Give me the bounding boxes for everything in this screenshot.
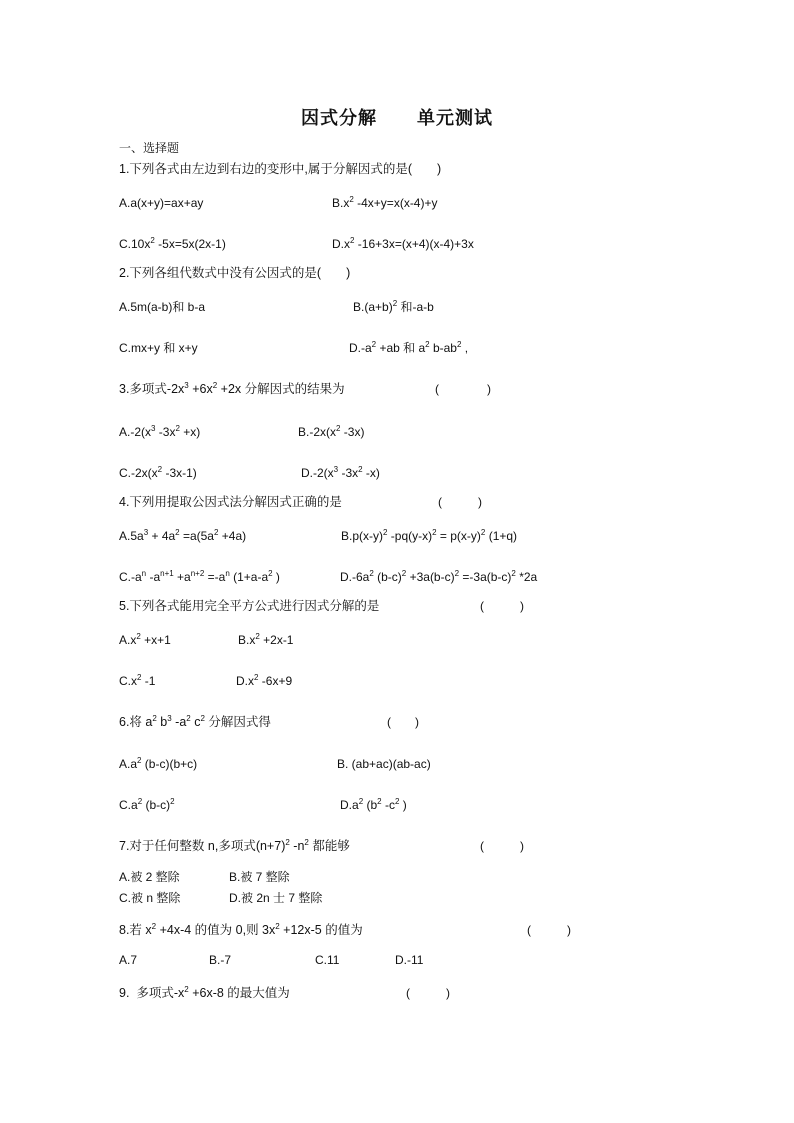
q1-option-d: $D.x^2$ -16+3x=(x+4)(x-4)+3x bbox=[332, 236, 474, 251]
q7-option-b: B.被 7 整除 bbox=[229, 870, 290, 884]
q5-option-a: $A.x^2 +x+1$ bbox=[119, 632, 171, 647]
q8-answer-paren: ( ) bbox=[527, 923, 571, 937]
q6-option-c: $C.a^2$ $(b-c)^2$ bbox=[119, 797, 175, 812]
q7-option-c: C.被 n 整除 bbox=[119, 891, 181, 905]
q4-option-b: $B.p(x-y)^2$ $-pq(y-x)^2 = p(x-y)^2$ (1+q) bbox=[341, 528, 518, 543]
q3-option-b: $B.-2x(x^2$ -3x) bbox=[298, 424, 365, 439]
q8-option-a: A.7 bbox=[119, 953, 138, 967]
q1-option-a: A.a(x+y)=ax+ay bbox=[119, 196, 204, 210]
q8-option-c: C.11 bbox=[315, 953, 340, 967]
question-4-stem: 4.下列用提取公因式法分解因式正确的是 bbox=[119, 495, 342, 509]
q4-option-a: $A.5a^3 + 4a^2 =a(5a^2 +4a)$ bbox=[119, 528, 247, 543]
question-5-stem: 5.下列各式能用完全平方公式进行因式分解的是 bbox=[119, 599, 380, 613]
q5-option-b: $B.x^2 +2x-1$ bbox=[238, 632, 294, 647]
q2-option-d: $D.-a^2 +ab$ 和 $a^2$ $b-ab^2$ , bbox=[349, 340, 469, 355]
q5-answer-paren: ( ) bbox=[480, 599, 524, 613]
q6-option-b: B. (ab+ac)(ab-ac) bbox=[337, 757, 431, 771]
question-6-stem: 6.将 $a^2$ $b^3$ $-a^2$ $c^2$ 分解因式得 bbox=[119, 714, 271, 729]
q3-answer-paren: ( ) bbox=[435, 382, 491, 396]
q6-option-a: $A.a^2$ (b-c)(b+c) bbox=[119, 756, 198, 771]
q4-option-d: $D.-6a^2$ $(b-c)^2 +3a(b-c)^2 =-3a(b-c)^2$ *2a bbox=[340, 569, 538, 584]
q8-option-b: B.-7 bbox=[209, 953, 232, 967]
q1-option-b: $B.x^2$ -4x+y=x(x-4)+y bbox=[332, 195, 438, 210]
q9-answer-paren: ( ) bbox=[406, 986, 450, 1000]
q2-option-b: $B.(a+b)^2$ 和-a-b bbox=[353, 299, 434, 314]
question-7-stem: 7.对于任何整数 n,多项式$(n+7)^2$ $-n^2$ 都能够 bbox=[119, 838, 350, 853]
q2-option-a: A.5m(a-b)和 b-a bbox=[119, 300, 206, 314]
q6-option-d: $D.a^2$ ($b^2$ $-c^2$ ) bbox=[340, 797, 407, 812]
page-title: 因式分解 单元测试 bbox=[301, 108, 493, 129]
q6-answer-paren: ( ) bbox=[387, 715, 419, 729]
q4-answer-paren: ( ) bbox=[438, 495, 482, 509]
question-2-stem: 2.下列各组代数式中没有公因式的是( ) bbox=[119, 266, 351, 280]
question-9-stem: 9. 多项式$-x^2 +6x-8$ 的最大值为 bbox=[119, 985, 290, 1000]
q8-option-d: D.-11 bbox=[395, 953, 424, 967]
q5-option-d: $D.x^2$ -6x+9 bbox=[236, 673, 293, 688]
section-heading: 一、选择题 bbox=[119, 141, 180, 155]
q5-option-c: $C.x^2$ -1 bbox=[119, 673, 156, 688]
q4-option-c: $C.-a^n$ $-a^{n+1} +a^{n+2} =-a^n$ ($1+a-a^2$ ) bbox=[119, 569, 280, 584]
q3-option-c: $C.-2x(x^2$ -3x-1) bbox=[119, 465, 197, 480]
q7-option-d: D.被 2n 士 7 整除 bbox=[229, 891, 323, 905]
q3-option-a: $A.-2(x^3$ $-3x^2 +x$) bbox=[119, 424, 201, 439]
q1-option-c: $C.10x^2$ -5x=5x(2x-1) bbox=[119, 236, 226, 251]
q7-answer-paren: ( ) bbox=[480, 839, 524, 853]
q7-option-a: A.被 2 整除 bbox=[119, 870, 180, 884]
question-1-stem: 1.下列各式由左边到右边的变形中,属于分解因式的是( ) bbox=[119, 162, 442, 176]
question-3-stem: 3.多项式$-2x^3 +6x^2 +2x$ 分解因式的结果为 bbox=[119, 381, 345, 396]
q2-option-c: C.mx+y 和 x+y bbox=[119, 341, 198, 355]
q3-option-d: $D.-2(x^3$ $-3x^2$ -x) bbox=[301, 465, 380, 480]
question-8-stem: 8.若 $x^2 +4x-4$ 的值为 0,则 $3x^2 +12x-5$ 的值为 bbox=[119, 922, 363, 937]
